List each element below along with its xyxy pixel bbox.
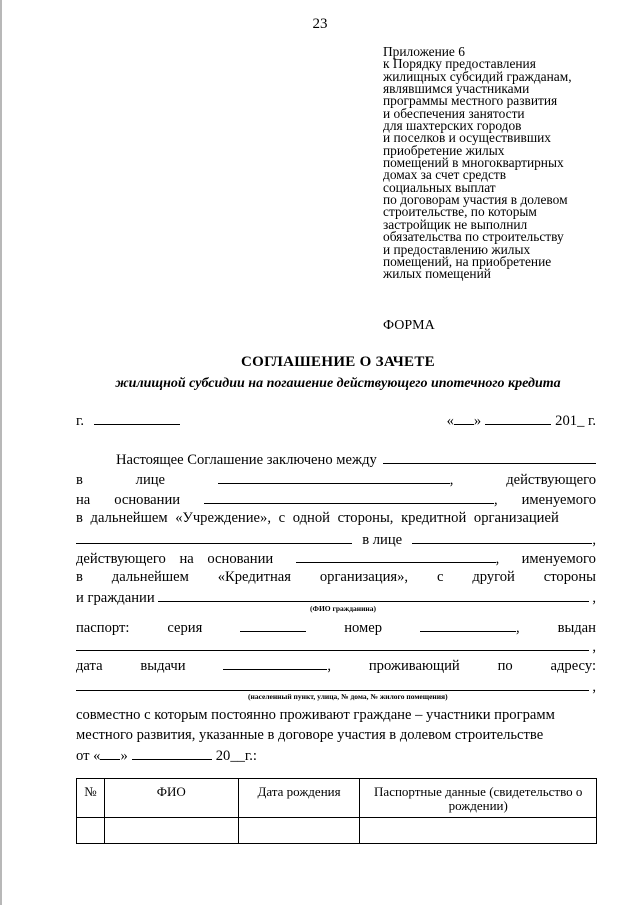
table-row — [77, 818, 597, 844]
appendix-line: являвшимся участниками — [383, 81, 530, 97]
table-cell[interactable] — [360, 818, 597, 844]
agreement-line-1 — [76, 450, 596, 469]
passport-issue-date-field[interactable] — [223, 656, 327, 670]
comma: , — [592, 532, 596, 548]
word: другой — [472, 569, 515, 585]
appendix-line: жилищных субсидий гражданам, — [383, 68, 572, 84]
appendix-line: жилых помещений — [383, 266, 491, 282]
passport-issuer-field[interactable] — [76, 637, 589, 651]
agreement-line-3 — [76, 490, 596, 509]
comma: , — [592, 590, 596, 606]
address-field[interactable] — [76, 677, 589, 691]
word: дальнейшем — [111, 569, 189, 585]
word: стороны — [543, 569, 596, 585]
contract-year: 20__г.: — [215, 748, 257, 764]
passport-number-field[interactable] — [420, 618, 516, 632]
date-quote-open: « — [446, 413, 454, 429]
word: «Кредитная — [217, 569, 291, 585]
comma: , — [495, 551, 500, 567]
word: организация», — [319, 569, 409, 585]
comma: , — [515, 620, 520, 636]
agreement-line-2 — [76, 470, 596, 489]
appendix-line: по договорам участия в долевом — [383, 192, 568, 208]
text-ot: от « — [76, 748, 101, 764]
agreement-line-7 — [76, 569, 596, 586]
city-field[interactable] — [94, 411, 180, 425]
column-header-passport: Паспортные данные (свидетельство о рождении) — [360, 779, 597, 818]
appendix-line: и обеспечения занятости — [383, 105, 525, 121]
word-v-lice: в лице — [362, 532, 403, 548]
table-header-row — [77, 779, 597, 818]
word-imenuemogo: именуемого — [521, 492, 596, 508]
table-cell[interactable] — [238, 818, 360, 844]
label-passport: паспорт: — [76, 620, 130, 636]
contract-day-field[interactable] — [100, 746, 120, 760]
appendix-line: Приложение 6 — [383, 44, 465, 59]
caption-address: (населенный пункт, улица, № дома, № жилого помещения) — [248, 692, 448, 701]
place-date-row — [76, 411, 596, 430]
comma: , — [494, 492, 498, 508]
document-subtitle: жилищной субсидии на погашение действующего ипотечного кредита — [115, 376, 561, 391]
word: с — [436, 569, 444, 585]
word-data: дата — [76, 658, 103, 674]
comma: , — [449, 472, 454, 488]
text-deystvuyushchego-na-osnovanii: действующего на основании — [76, 551, 274, 567]
paragraph-2-line-2 — [76, 727, 596, 744]
date-year: 201_ г. — [555, 413, 596, 429]
appendix-line: помещений в многоквартирных — [383, 155, 564, 171]
issued-by-row — [76, 637, 596, 656]
appendix-note — [383, 46, 633, 281]
agreement-line-6 — [76, 549, 596, 568]
appendix-line: для шахтерских городов — [383, 118, 522, 134]
agreement-line-5 — [76, 530, 596, 549]
caption-citizen-name: (ФИО гражданина) — [310, 604, 377, 613]
appendix-line: помещений, на приобретение — [383, 253, 552, 269]
column-header-birth-date: Дата рождения — [238, 779, 360, 818]
passport-row — [76, 618, 596, 637]
paragraph-text-line: совместно с которым постоянно проживают граждане – участники программ — [76, 707, 555, 723]
word-deystvuyushchego: действующего — [506, 472, 596, 488]
agreement-line-4 — [76, 510, 596, 527]
paragraph-2-line-1 — [76, 707, 596, 724]
appendix-line: домах за счет средств — [383, 167, 507, 183]
text-i-grazhdanin: и граждании — [76, 590, 155, 606]
word-v: в — [76, 472, 83, 488]
paragraph-2-line-3 — [76, 746, 596, 765]
word-imenuemogo: именуемого — [521, 551, 596, 567]
form-label: ФОРМА — [383, 318, 435, 333]
word: в — [76, 569, 83, 585]
citizen-name-field[interactable] — [158, 588, 590, 602]
comma: , — [327, 658, 332, 674]
appendix-line: строительстве, по которым — [383, 204, 537, 220]
credit-org-representative-field[interactable] — [412, 530, 592, 544]
page-number: 23 — [312, 16, 328, 32]
word-na: на — [76, 492, 91, 508]
city-prefix: г. — [76, 413, 84, 429]
word-lice: лице — [135, 472, 166, 488]
date-month-field[interactable] — [485, 411, 551, 425]
passport-series-field[interactable] — [240, 618, 306, 632]
comma: , — [592, 679, 596, 695]
date-day-field[interactable] — [454, 411, 474, 425]
word-prozhivayushchiy: проживающий — [368, 658, 460, 674]
intro-text: Настоящее Соглашение заключено между — [116, 452, 377, 468]
word-vydachi: выдачи — [140, 658, 186, 674]
residents-table — [76, 778, 597, 844]
institution-field[interactable] — [383, 450, 596, 464]
label-series: серия — [167, 620, 203, 636]
document-title: СОГЛАШЕНИЕ О ЗАЧЕТЕ — [241, 354, 435, 370]
word-osnovanii: основании — [114, 492, 181, 508]
issue-date-row — [76, 656, 596, 675]
appendix-line: приобретение жилых — [383, 142, 505, 158]
word-po: по — [497, 658, 513, 674]
appendix-line: обязательства по строительству — [383, 229, 564, 245]
credit-org-field[interactable] — [76, 530, 352, 544]
word-adresu: адресу: — [550, 658, 596, 674]
contract-month-field[interactable] — [132, 746, 212, 760]
credit-org-basis-field[interactable] — [296, 549, 496, 563]
appendix-line: и поселков и осуществивших — [383, 130, 552, 146]
paragraph-text-line: местного развития, указанные в договоре участия в долевом строительстве — [76, 727, 544, 743]
appendix-line: застройщик не выполнил — [383, 216, 528, 232]
representative-field[interactable] — [218, 470, 450, 484]
agreement-text-line: в дальнейшем «Учреждение», с одной стороны, кредитной организацией — [76, 510, 559, 526]
label-issued: выдан — [557, 620, 596, 636]
column-header-number: № — [77, 779, 105, 818]
appendix-line: программы местного развития — [383, 93, 558, 109]
date-quote-close: » — [473, 413, 482, 429]
quote-close: » — [120, 748, 128, 764]
basis-field[interactable] — [204, 490, 494, 504]
column-header-name: ФИО — [104, 779, 238, 818]
label-number: номер — [344, 620, 383, 636]
appendix-line: к Порядку предоставления — [383, 56, 536, 72]
table-cell[interactable] — [104, 818, 238, 844]
comma: , — [592, 639, 596, 655]
table-cell[interactable] — [77, 818, 105, 844]
page-edge — [0, 0, 2, 905]
appendix-line: социальных выплат — [383, 179, 496, 195]
appendix-line: и предоставлению жилых — [383, 241, 531, 257]
